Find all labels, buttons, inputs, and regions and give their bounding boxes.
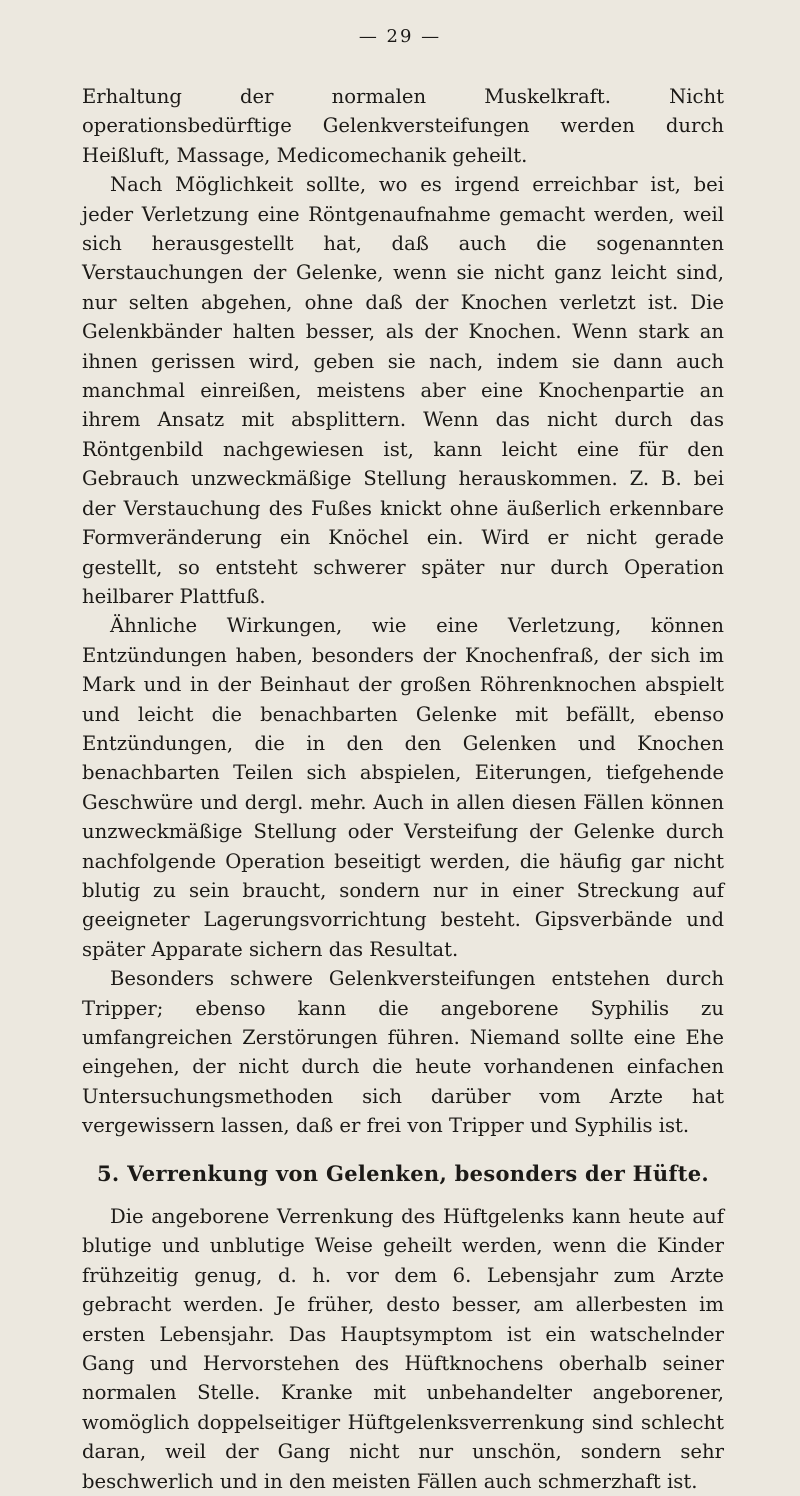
body-text (82, 82, 724, 1496)
paragraph-4: Besonders schwere Gelenkversteifungen entstehen durch Tripper; ebenso kann die angeborene Syphilis zu umfangreichen Zerstörungen führen. Niemand sollte eine Ehe eingehen, der nicht durch die heute vorhandenen einfachen Untersuchungsmethoden sich darüber vom Arzte hat vergewissern lassen, daß er frei von Tripper und Syphilis ist. (82, 967, 724, 1138)
paragraph-1: Erhaltung der normalen Muskelkraft. Nicht operationsbedürftige Gelenkversteifungen werden durch Heißluft, Massage, Medicomechanik geheilt. (82, 85, 724, 167)
paragraph-2: Nach Möglichkeit sollte, wo es irgend erreichbar ist, bei jeder Verletzung eine Röntgenaufnahme gemacht werden, weil sich herausgestellt hat, daß auch die sogenannten Verstauchungen der Gelenke, wenn sie nicht ganz leicht sind, nur selten abgehen, ohne daß der Knochen verletzt ist. Die Gelenkbänder halten besser, als der Knochen. Wenn stark an ihnen gerissen wird, geben sie nach, indem sie dann auch manchmal einreißen, meistens aber eine Knochenpartie an ihrem Ansatz mit absplittern. Wenn das nicht durch das Röntgenbild nachgewiesen ist, kann leicht eine für den Gebrauch unzweckmäßige Stellung herauskommen. Z. B. bei der Verstauchung des Fußes knickt ohne äußerlich erkennbare Formveränderung ein Knöchel ein. Wird er nicht gerade gestellt, so entsteht schwerer später nur durch Operation heilbarer Plattfuß. (82, 173, 724, 608)
section-heading: 5. Verrenkung von Gelenken, besonders der Hüfte. (96, 1160, 709, 1186)
page-number: — 29 — (358, 26, 442, 47)
paragraph-3: Ähnliche Wirkungen, wie eine Verletzung, können Entzündungen haben, besonders der Knochenfraß, der sich im Mark und in der Beinhaut der großen Röhrenknochen abspielt und leicht die benachbarten Gelenke mit befällt, ebenso Entzündungen, die in den den Gelenken und Knochen benachbarten Teilen sich abspielen, Eiterungen, tiefgehende Geschwüre und dergl. mehr. Auch in allen diesen Fällen können unzweckmäßige Stellung oder Versteifung der Gelenke durch nachfolgende Operation beseitigt werden, die häufig gar nicht blutig zu sein braucht, sondern nur in einer Streckung auf geeigneter Lagerungsvorrichtung besteht. Gipsverbände und später Apparate sichern das Resultat. (82, 614, 724, 961)
section-paragraph: Die angeborene Verrenkung des Hüftgelenks kann heute auf blutige und unblutige Weise geheilt werden, wenn die Kinder frühzeitig genug, d. h. vor dem 6. Lebensjahr zum Arzte gebracht werden. Je früher, desto besser, am allerbesten im ersten Lebensjahr. Das Hauptsymptom ist ein watschelnder Gang und Hervorstehen des Hüftknochens oberhalb seiner normalen Stelle. Kranke mit unbehandelter angeborener, womöglich doppelseitiger Hüftgelenksverrenkung sind schlecht daran, weil der Gang nicht nur unschön, sondern sehr beschwerlich und in den meisten Fällen auch schmerzhaft ist. (82, 1205, 724, 1493)
